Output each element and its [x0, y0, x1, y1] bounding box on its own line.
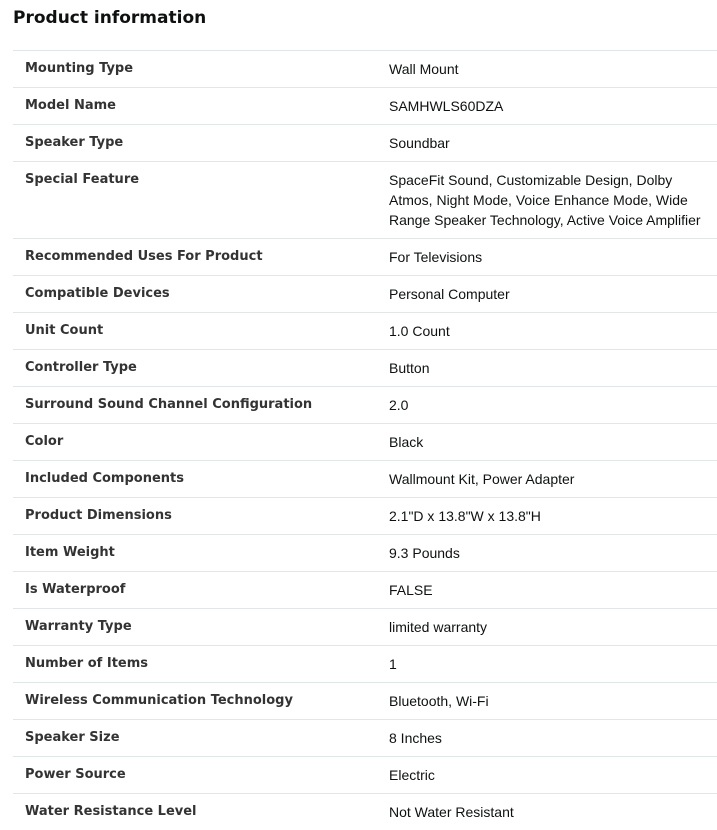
spec-row-number-of-items [13, 646, 717, 683]
spec-label: Speaker Type [13, 125, 389, 162]
spec-row-controller-type [13, 350, 717, 387]
spec-row-speaker-type [13, 125, 717, 162]
spec-label: Color [13, 424, 389, 461]
spec-row-recommended-uses [13, 239, 717, 276]
spec-label: Wireless Communication Technology [13, 683, 389, 720]
spec-row-model-name [13, 88, 717, 125]
spec-label: Surround Sound Channel Configuration [13, 387, 389, 424]
spec-label: Special Feature [13, 162, 389, 239]
spec-table-body [13, 51, 717, 830]
spec-row-wireless-technology [13, 683, 717, 720]
spec-label: Unit Count [13, 313, 389, 350]
spec-value: Wallmount Kit, Power Adapter [389, 461, 717, 498]
spec-row-mounting-type [13, 51, 717, 88]
spec-value: 9.3 Pounds [389, 535, 717, 572]
spec-value: 2.1"D x 13.8"W x 13.8"H [389, 498, 717, 535]
page-title: Product information [13, 6, 206, 30]
spec-value: 1 [389, 646, 717, 683]
spec-row-special-feature [13, 162, 717, 239]
spec-value: FALSE [389, 572, 717, 609]
spec-value: Electric [389, 757, 717, 794]
spec-row-unit-count [13, 313, 717, 350]
spec-value: Bluetooth, Wi-Fi [389, 683, 717, 720]
spec-value: Personal Computer [389, 276, 717, 313]
spec-row-warranty-type [13, 609, 717, 646]
spec-value: SpaceFit Sound, Customizable Design, Dolby Atmos, Night Mode, Voice Enhance Mode, Wide Range Speaker Technology, Active Voice Amplifier [389, 162, 717, 239]
spec-row-speaker-size [13, 720, 717, 757]
spec-label: Controller Type [13, 350, 389, 387]
spec-label: Product Dimensions [13, 498, 389, 535]
spec-label: Warranty Type [13, 609, 389, 646]
spec-label: Included Components [13, 461, 389, 498]
spec-value: 2.0 [389, 387, 717, 424]
spec-value: Not Water Resistant [389, 794, 717, 830]
spec-label: Water Resistance Level [13, 794, 389, 830]
spec-value: Button [389, 350, 717, 387]
spec-row-product-dimensions [13, 498, 717, 535]
spec-row-power-source [13, 757, 717, 794]
spec-label: Recommended Uses For Product [13, 239, 389, 276]
spec-row-water-resistance [13, 794, 717, 830]
spec-value: For Televisions [389, 239, 717, 276]
spec-value: 1.0 Count [389, 313, 717, 350]
spec-row-is-waterproof [13, 572, 717, 609]
spec-value: SAMHWLS60DZA [389, 88, 717, 125]
product-spec-table [13, 50, 717, 830]
spec-label: Power Source [13, 757, 389, 794]
spec-row-surround-sound [13, 387, 717, 424]
spec-label: Compatible Devices [13, 276, 389, 313]
spec-row-item-weight [13, 535, 717, 572]
spec-row-color [13, 424, 717, 461]
spec-value: 8 Inches [389, 720, 717, 757]
spec-label: Item Weight [13, 535, 389, 572]
spec-label: Mounting Type [13, 51, 389, 88]
spec-row-included-components [13, 461, 717, 498]
spec-label: Speaker Size [13, 720, 389, 757]
spec-label: Model Name [13, 88, 389, 125]
spec-value: Wall Mount [389, 51, 717, 88]
spec-value: Black [389, 424, 717, 461]
spec-row-compatible-devices [13, 276, 717, 313]
spec-value: limited warranty [389, 609, 717, 646]
spec-value: Soundbar [389, 125, 717, 162]
spec-label: Number of Items [13, 646, 389, 683]
spec-label: Is Waterproof [13, 572, 389, 609]
